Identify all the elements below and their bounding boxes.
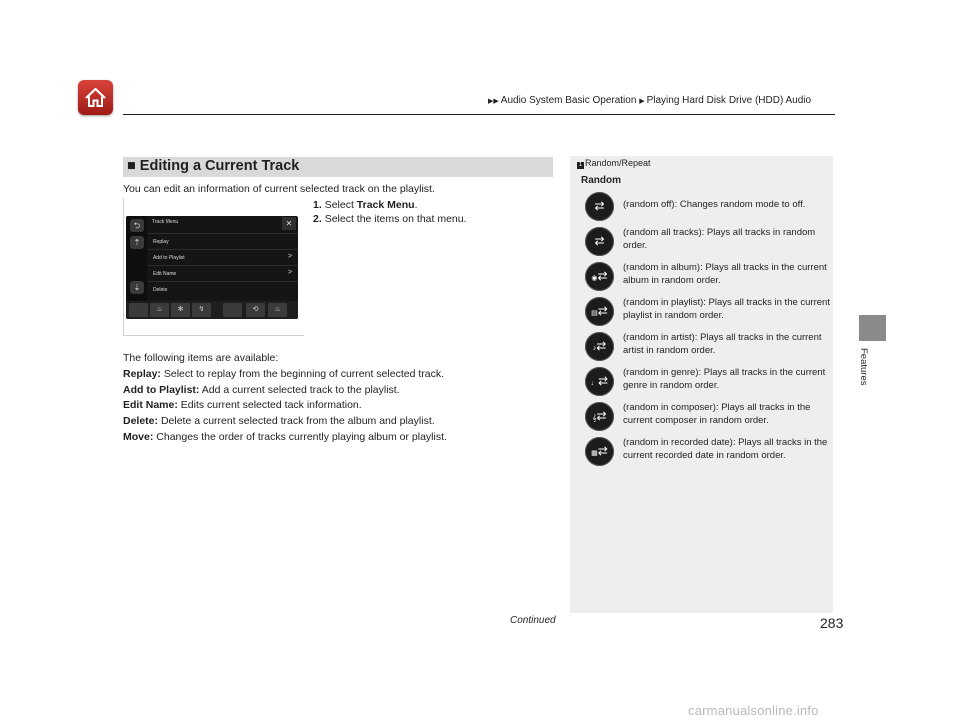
sidebar-entry-text: (random in recorded date): Plays all tracks in the current recorded date in random order. [623,437,828,461]
screen-up-icon: ⇡ [130,236,144,249]
list-item: Delete: Delete a current selected track from the album and playlist. [123,415,435,427]
seat-heater-icon: ♨ [150,303,169,317]
list-item: Move: Changes the order of tracks currently playing album or playlist. [123,431,447,443]
step-item: 2. Select the items on that menu. [313,213,467,225]
sidebar-entry-text: (random in playlist): Plays all tracks in the current playlist in random order. [623,297,830,321]
page-number: 283 [820,615,844,631]
random-artist-icon: ♪⇄ [585,332,614,361]
sidebar-entry-text: (random in composer): Plays all tracks in the current composer in random order. [623,402,811,426]
sidebar-entry-text: (random in album): Plays all tracks in the current album in random order. [623,262,827,286]
random-genre-icon: ♩⇄ [585,367,614,396]
home-button[interactable] [78,80,113,115]
screen-side-panel [126,216,147,301]
random-all-tracks-icon: ⇄ [585,227,614,256]
sidebar-heading: 1 Random/Repeat [578,158,651,168]
continued-label: Continued [510,615,556,626]
screen-key [129,303,148,317]
screen-menu-row: Delete [148,281,298,297]
items-intro: The following items are available: [123,352,279,364]
screen-menu-row: Edit Name > [148,265,298,281]
random-off-icon: ⇄ [585,192,614,221]
breadcrumb-arrow-icon: ▶ [639,98,645,105]
breadcrumb [488,95,811,106]
screen-title: Track Menu [152,219,179,225]
header-divider [123,114,835,115]
step-item: 1. Select Track Menu. [313,199,418,211]
page-title: ■ Editing a Current Track [127,158,300,174]
fan-icon: ✻ [171,303,190,317]
list-item: Replay: Select to replay from the beginning of current selected track. [123,368,445,380]
screen-menu-row: Add to Playlist > [148,249,298,265]
screen-menu-row: Replay [148,233,298,249]
screen-down-icon: ⇣ [130,281,144,294]
screen-close-icon: ✕ [282,217,296,230]
watermark: carmanualsonline.info [688,703,819,718]
climate-icon: ↯ [192,303,211,317]
breadcrumb-item[interactable]: Playing Hard Disk Drive (HDD) Audio [646,95,812,106]
track-menu-screen [126,216,298,319]
list-item: Add to Playlist: Add a current selected track to the playlist. [123,384,400,396]
random-album-icon: ◉⇄ [585,262,614,291]
intro-text: You can edit an information of current selected track on the playlist. [123,183,435,195]
sidebar-subheading: Random [581,175,621,186]
sidebar-entry-text: (random in genre): Plays all tracks in the current genre in random order. [623,367,826,391]
seat-heater-icon: ♨ [268,303,287,317]
screen-back-icon: ⮌ [130,219,144,232]
sidebar-entry-text: (random off): Changes random mode to off. [623,199,806,210]
random-recorded-date-icon: ▦⇄ [585,437,614,466]
recirculation-icon: ⟲ [246,303,265,317]
random-composer-icon: 𝄞⇄ [585,402,614,431]
section-tab[interactable] [859,315,886,341]
sidebar-entry-text: (random in artist): Plays all tracks in the current artist in random order. [623,332,822,356]
screen-bottom-bar [126,301,298,319]
list-item: Edit Name: Edits current selected tack information. [123,399,362,411]
random-playlist-icon: ▤⇄ [585,297,614,326]
home-icon [83,85,108,110]
section-tab-label: Features [858,348,869,386]
breadcrumb-arrow-icon: ▶▶ [488,98,499,105]
sidebar-entry-text: (random all tracks): Plays all tracks in random order. [623,227,816,251]
breadcrumb-item[interactable]: Audio System Basic Operation [500,95,637,106]
screen-key [223,303,242,317]
